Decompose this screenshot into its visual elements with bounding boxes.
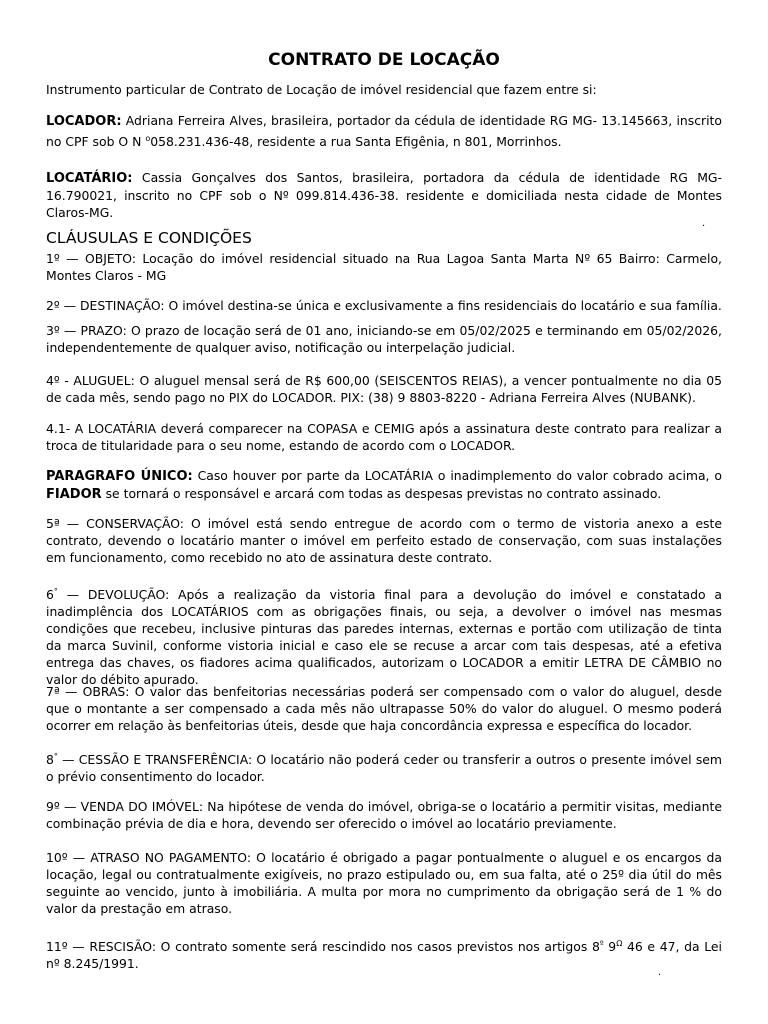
paragrafo-unico-label: PARAGRAFO ÚNICO: [46, 469, 193, 484]
locador-text-b: 058.231.436-48, residente a rua Santa Efigênia, n 801, Morrinhos. [150, 134, 562, 149]
stray-dot-bottom: · [658, 970, 662, 981]
clause-8-text: — CESSÃO E TRANSFERÊNCIA: O locatário não poderá ceder ou transferir a outros o presente imóvel sem o prévio consentimento do locador. [46, 752, 722, 784]
paragrafo-unico [46, 467, 722, 503]
clause-11 [46, 935, 722, 972]
clause-11-sup-2: Ω [616, 939, 623, 948]
section-heading: CLÁUSULAS E CONDIÇÕES [46, 229, 252, 247]
clause-3: 3º — PRAZO: O prazo de locação será de 01 ano, iniciando-se em 05/02/2025 e terminando em 05/02/2026, independentemente de qualquer aviso, notificação ou interpelação judicial. [46, 323, 722, 355]
locador-text-a: Adriana Ferreira Alves, brasileira, portador da cédula de identidade RG MG- 13.145663, inscrito no CPF sob O N [46, 113, 722, 149]
clause-8-sup: ° [53, 752, 58, 761]
stray-dot: · [702, 221, 706, 232]
clause-9: 9º — VENDA DO IMÓVEL: Na hipótese de venda do imóvel, obriga-se o locatário a permitir visitas, mediante combinação prévia de dia e hora, devendo ser oferecido o imóvel ao locatário previamente. [46, 799, 722, 831]
document-title: CONTRATO DE LOCAÇÃO [268, 50, 500, 70]
clause-1: 1º — OBJETO: Locação do imóvel residencial situado na Rua Lagoa Santa Marta Nº 65 Bairro: Carmelo, Montes Claros - MG [46, 251, 722, 283]
clause-5: 5ª — CONSERVAÇÃO: O imóvel está sendo entregue de acordo com o termo de vistoria anexo a este contrato, devendo o locatário manter o imóvel em perfeito estado de conservação, com suas instalações em funcionamento, como recebido no ato de assinatura deste contrato. [46, 516, 722, 565]
clause-10: 10º — ATRASO NO PAGAMENTO: O locatário é obrigado a pagar pontualmente o aluguel e os encargos da locação, legal ou contratualmente exigíveis, no prazo estipulado ou, em sua falta, até o 25º dia útil do mês seguinte ao vencido, junto à imobiliária. A multa por mora no cumprimento da obrigação será de 1 % do valor da prestação em atraso. [46, 850, 722, 916]
intro-paragraph: Instrumento particular de Contrato de Locação de imóvel residencial que fazem entre si: [46, 82, 597, 97]
clause-6-text: — DEVOLUÇÃO: Após a realização da vistoria final para a devolução do imóvel e constatado a inadimplência dos LOCATÁRIOS com as obrigações finais, ou seja, a devolver o imóvel nas mesmas condições que recebeu, inclusive pinturas das paredes internas, externas e portão com utilização de tinta da marca Suvinil, conforme vistoria inicial e caso ele se recuse a arcar com tais despesas, até a efetiva entrega das chaves, os fiadores acima qualificados, autorizam o LOCADOR a emitir LETRA DE CÂMBIO no valor do débito apurado. [46, 587, 722, 687]
locador-label: LOCADOR: [46, 114, 122, 129]
clause-4-1: 4.1- A LOCATÁRIA deverá comparecer na COPASA e CEMIG após a assinatura deste contrato para realizar a troca de titularidade para o seu nome, estando de acordo com o LOCADOR. [46, 421, 722, 453]
clause-11-text-a: 11º — RESCISÃO: O contrato somente será rescindido nos casos previstos nos artigos 8 [46, 939, 600, 954]
clause-7: 7ª — OBRAS: O valor das benfeitorias necessárias poderá ser compensado com o valor do aluguel, desde que o montante a ser compensado a cada mês não ultrapasse 50% do valor do aluguel. O mesmo poderá ocorrer em relação às benfeitorias úteis, desde que haja concordância expressa e específica do locador. [46, 684, 722, 733]
clause-11-mid: 9 [608, 939, 617, 954]
clause-6-number: 6 [46, 587, 54, 602]
clause-11-sup-1: º [599, 939, 604, 948]
locador-paragraph [46, 112, 722, 150]
fiador-label: FIADOR [46, 487, 102, 502]
clause-8-number: 8 [46, 752, 54, 767]
clause-2: 2º — DESTINAÇÃO: O imóvel destina-se única e exclusivamente a fins residenciais do locatário e sua família. [46, 298, 722, 313]
paragrafo-unico-text-b: se tornará o responsável e arcará com todas as despesas previstas no contrato assinado. [105, 486, 662, 501]
locatario-text: Cassia Gonçalves dos Santos, brasileira, portadora da cédula de identidade RG MG-16.790021, inscrito no CPF sob o Nº 099.814.436-38. residente e domiciliada nesta cidade de Montes Claros-MG. [46, 170, 722, 220]
clause-4: 4º - ALUGUEL: O aluguel mensal será de R$ 600,00 (SEISCENTOS REIAS), a vencer pontualmente no dia 05 de cada mês, sendo pago no PIX do LOCADOR. PIX: (38) 9 8803-8220 - Adriana Ferreira Alves (NUBANK). [46, 373, 722, 405]
locatario-label: LOCATÁRIO: [46, 171, 133, 186]
clause-8 [46, 748, 722, 785]
paragrafo-unico-text-a: Caso houver por parte da LOCATÁRIA o inadimplemento do valor cobrado acima, o [197, 468, 722, 483]
locatario-paragraph [46, 169, 722, 221]
locador-sup: o [145, 134, 151, 143]
clause-11-text-b: 46 e 47, da Lei nº 8.245/1991. [46, 939, 722, 971]
clause-6 [46, 583, 722, 688]
clause-6-sup: ° [53, 587, 58, 596]
